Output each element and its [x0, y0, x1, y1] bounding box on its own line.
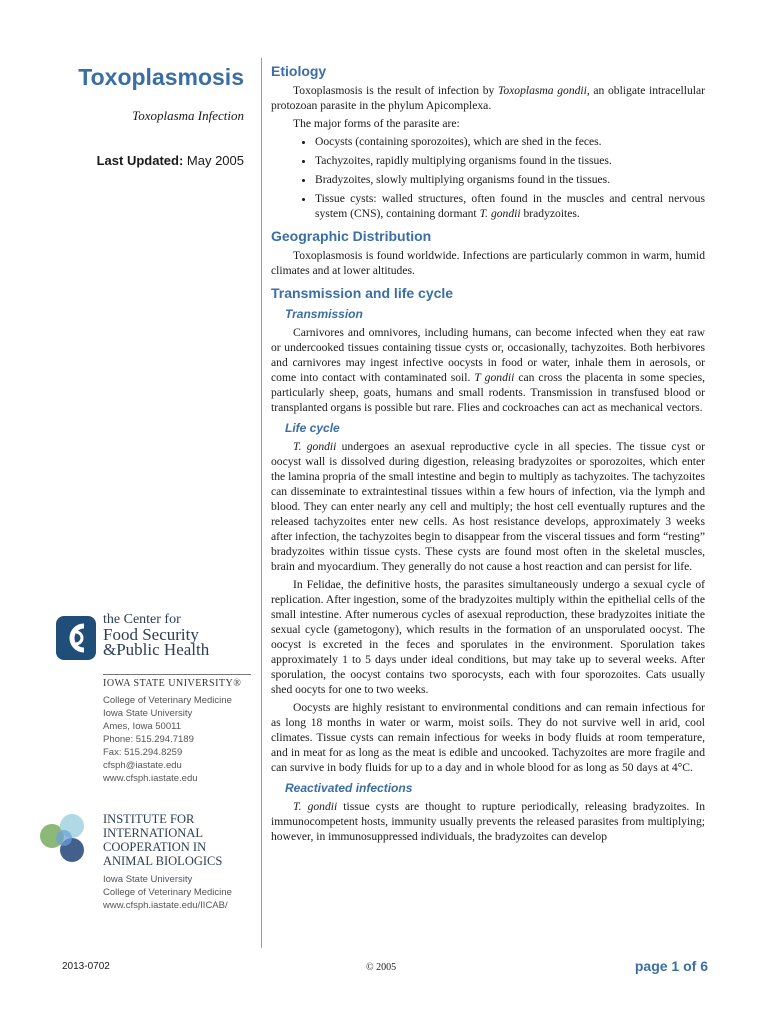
- contact-line: Fax: 515.294.8259: [103, 747, 183, 758]
- contact-website[interactable]: www.cfsph.iastate.edu: [103, 773, 198, 784]
- parasite-forms-list: [271, 134, 705, 221]
- list-item: • Bradyzoites, slowly multiplying organisms found in the tissues.: [315, 172, 705, 187]
- last-updated-label: Last Updated:: [96, 153, 184, 168]
- iicab-contact: [103, 873, 232, 912]
- iicab-logo-icon: [38, 812, 90, 864]
- page-title: Toxoplasmosis: [78, 64, 244, 90]
- cfsph-logo-icon: [56, 614, 100, 664]
- list-item: • Oocysts (containing sporozoites), which are shed in the feces.: [315, 134, 705, 149]
- cfsph-line3: &Public Health: [103, 640, 210, 659]
- paragraph: The major forms of the parasite are:: [293, 117, 460, 130]
- list-item: • Tissue cysts: walled structures, often found in the muscles and central nervous system (CNS), containing dormant T. gondii bradyzoites.: [315, 191, 705, 221]
- section-heading-transmission: Transmission and life cycle: [271, 285, 454, 301]
- paragraph: Oocysts are highly resistant to environmental conditions and can remain infectious for as long 18 months in water or warm, moist soils. They do not survive well in arid, cool climates. Tissue cysts can remain infectious for weeks in body fluids at room temperature, and in meat for as long as the meat is edible and uncooked. Tachyzoites are more fragile and can survive in body fluids for up to a day and in whole blood for as long as 50 days at 4°C.: [271, 701, 705, 774]
- iicab-line: INSTITUTE FOR: [103, 812, 195, 826]
- cfsph-line2: Food Security: [103, 625, 199, 644]
- contact-line: College of Veterinary Medicine: [103, 695, 232, 706]
- paragraph: Toxoplasmosis is found worldwide. Infections are particularly common in warm, humid climates and at lower altitudes.: [271, 249, 705, 277]
- contact-line: College of Veterinary Medicine: [103, 887, 232, 898]
- contact-line: Phone: 515.294.7189: [103, 734, 194, 745]
- paragraph: T. gondii tissue cysts are thought to rupture periodically, releasing bradyzoites. In immunocompetent hosts, immunity usually prevents the released parasites from multiplying; however, in immunosuppressed individuals, the bradyzoites can develop: [271, 800, 706, 843]
- main-content: [271, 64, 705, 847]
- last-updated: [60, 153, 244, 168]
- subheading-transmission: Transmission: [285, 307, 363, 321]
- section-heading-etiology: Etiology: [271, 63, 327, 79]
- paragraph: Carnivores and omnivores, including humans, can become infected when they eat raw or undercooked tissues containing tissue cysts or, occasionally, tachyzoites. Both herbivores and carnivores may ingest infective oocysts in food or water, inhale them in aerosols, or come into contact with contaminated soil. T gondii can cross the placenta in some species, particularly sheep, goats, humans and small rodents. Transmission in transfused blood or transplanted organs is possible but rare. Flies and cockroaches can act as mechanical vectors.: [271, 326, 705, 414]
- document-code: 2013-0702: [62, 961, 110, 972]
- iicab-line: COOPERATION IN: [103, 840, 207, 854]
- subheading-life-cycle: Life cycle: [285, 421, 340, 435]
- column-divider: [261, 58, 262, 948]
- last-updated-value: May 2005: [186, 153, 244, 168]
- paragraph: In Felidae, the definitive hosts, the parasites simultaneously undergo a sexual cycle of replication. After ingestion, some of the bradyzoites multiply within the epithelial cells of the small intestine. After numerous cycles of asexual reproduction, these bradyzoites initiate the sexual cycle (gametogony), which results in the formation of an unsporulated oocyst. The oocyst is excreted in the feces and sporulates in the environment. Sporulation takes approximately 1 to 5 days under ideal conditions, but may take up to several weeks. After sporulation, the oocyst contains two sporocysts, each with four sporozoites. Cats usually shed oocyts for one to two weeks.: [271, 578, 705, 696]
- isu-wordmark: IOWA STATE UNIVERSITY®: [103, 674, 251, 689]
- cfsph-logo-text: [103, 612, 209, 657]
- cfsph-line1: the Center for: [103, 612, 181, 627]
- copyright: © 2005: [366, 962, 397, 973]
- page-subtitle: Toxoplasma Infection: [132, 108, 244, 123]
- contact-line: Ames, Iowa 50011: [103, 721, 181, 732]
- paragraph: Toxoplasmosis is the result of infection by Toxoplasma gondii, an obligate intracellular protozoan parasite in the phylum Apicomplexa.: [271, 84, 705, 112]
- iicab-line: ANIMAL BIOLOGICS: [103, 854, 223, 868]
- contact-line: Iowa State University: [103, 708, 193, 719]
- iicab-line: INTERNATIONAL: [103, 826, 203, 840]
- subheading-reactivated-infections: Reactivated infections: [285, 781, 413, 795]
- contact-website[interactable]: www.cfsph.iastate.edu/IICAB/: [103, 900, 228, 911]
- list-item: • Tachyzoites, rapidly multiplying organisms found in the tissues.: [315, 153, 705, 168]
- iicab-logo-text: [103, 812, 222, 868]
- page-number: page 1 of 6: [634, 958, 708, 974]
- contact-email[interactable]: cfsph@iastate.edu: [103, 760, 182, 771]
- section-heading-geographic-distribution: Geographic Distribution: [271, 228, 432, 244]
- paragraph: T. gondii undergoes an asexual reproductive cycle in all species. The tissue cyst or oocyst wall is dissolved during digestion, releasing bradyzoites or sporozoites, which enter the lamina propria of the small intestine and begin to multiply as tachyzoites. The tachyzoites can disseminate to extraintestinal tissues within a few hours of infection, via the lymph and blood. They can enter nearly any cell and multiply; the host cell eventually ruptures and the released tachyzoites enter new cells. As host resistance develops, approximately 3 weeks after infection, the tachyzoites begin to disappear from the visceral tissues and form “resting” bradyzoites within tissue cysts. These cysts are found most often in the skeletal muscles, brain and myocardium. They generally do not cause a host reaction and can persist for life.: [271, 440, 705, 573]
- cfsph-contact: [103, 694, 232, 785]
- contact-line: Iowa State University: [103, 874, 193, 885]
